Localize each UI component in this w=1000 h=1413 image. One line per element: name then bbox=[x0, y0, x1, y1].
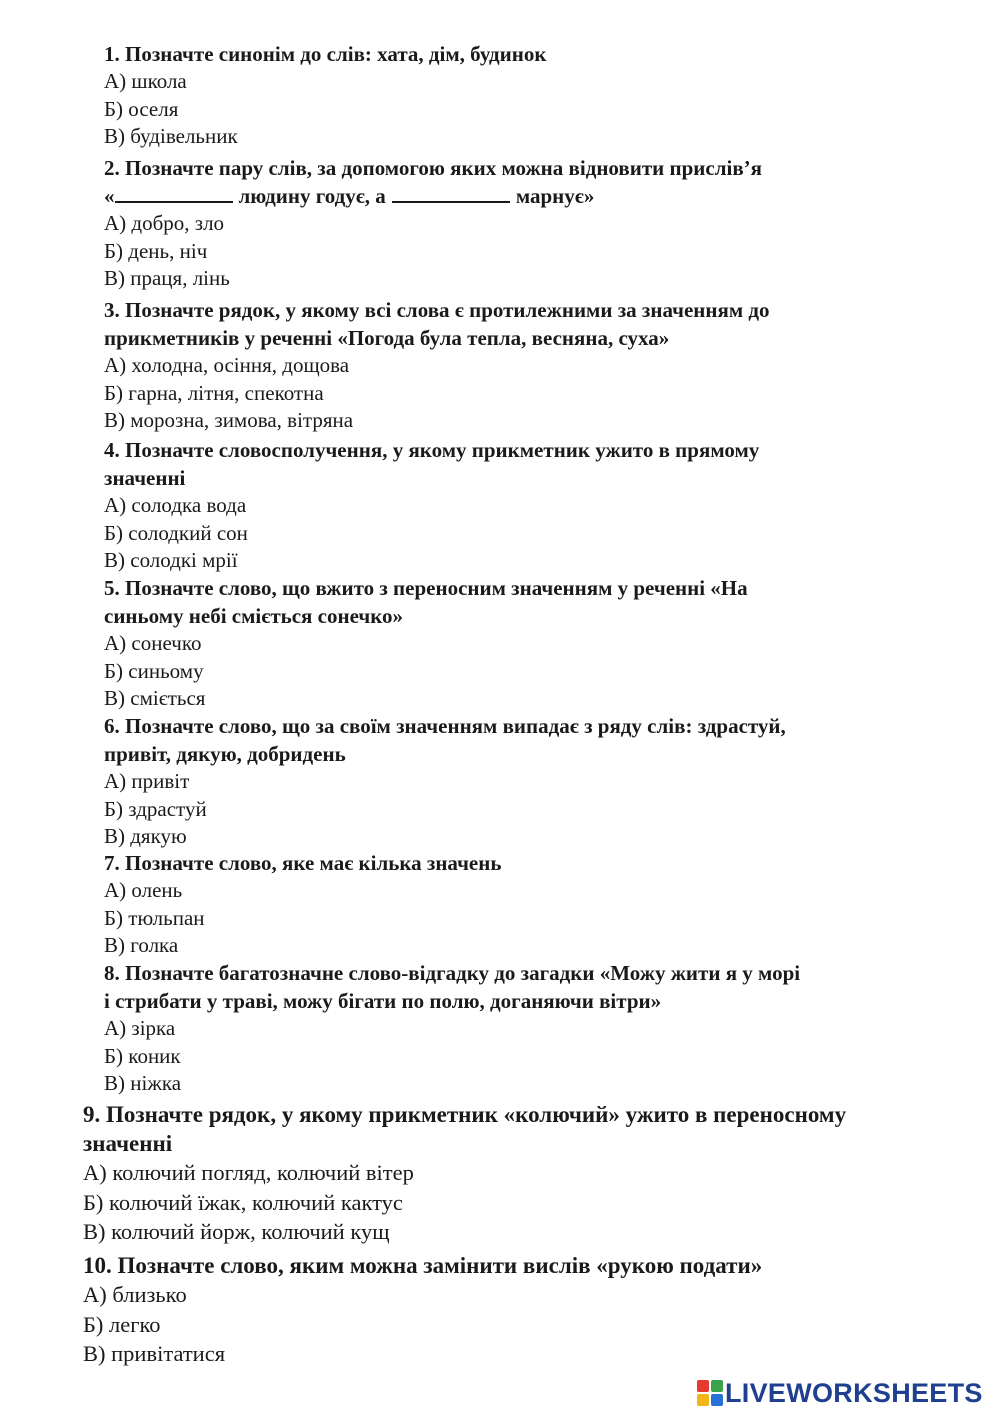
liveworksheets-logo-text: LIVEWORKSHEETS bbox=[725, 1377, 983, 1408]
question-2-option-a[interactable]: А) добро, зло bbox=[104, 211, 225, 235]
question-5-option-b[interactable]: Б) синьому bbox=[104, 658, 204, 683]
question-1 bbox=[104, 40, 964, 151]
question-3-option-c[interactable]: В) морозна, зимова, вітряна bbox=[104, 408, 354, 432]
question-6-stem-line-1: 6. Позначте слово, що за своїм значенням випадає з ряду слів: здрастуй, bbox=[104, 714, 786, 738]
question-7-option-b[interactable]: Б) тюльпан bbox=[104, 905, 205, 930]
question-7 bbox=[104, 849, 964, 960]
question-9-option-a[interactable]: А) колючий погляд, колючий вітер bbox=[83, 1160, 414, 1185]
question-6-option-c[interactable]: В) дякую bbox=[104, 824, 187, 848]
question-9-stem-line-1: 9. Позначте рядок, у якому прикметник «колючий» ужито в переносному bbox=[83, 1102, 847, 1127]
question-7-option-a[interactable]: А) олень bbox=[104, 878, 183, 902]
question-4-option-b[interactable]: Б) солодкий сон bbox=[104, 520, 248, 545]
question-6-stem-line-2: привіт, дякую, добридень bbox=[104, 742, 346, 766]
question-1-stem: 1. Позначте синонім до слів: хата, дім, будинок bbox=[104, 42, 547, 66]
question-2-option-b[interactable]: Б) день, ніч bbox=[104, 238, 208, 263]
question-7-option-c[interactable]: В) голка bbox=[104, 933, 179, 957]
question-6-option-a[interactable]: А) привіт bbox=[104, 769, 190, 793]
logo-square-green bbox=[711, 1380, 723, 1392]
question-8-stem-line-2: і стрибати у траві, можу бігати по полю, доганяючи вітри» bbox=[104, 989, 662, 1013]
question-5-option-c[interactable]: В) сміється bbox=[104, 686, 206, 710]
question-8-option-a[interactable]: А) зірка bbox=[104, 1016, 176, 1040]
question-5-stem-line-1: 5. Позначте слово, що вжито з переносним значенням у реченні «На bbox=[104, 576, 748, 600]
liveworksheets-logo-icon bbox=[697, 1380, 723, 1406]
question-5-option-a[interactable]: А) сонечко bbox=[104, 631, 202, 655]
question-3-stem-line-1: 3. Позначте рядок, у якому всі слова є протилежними за значенням до bbox=[104, 298, 770, 322]
question-2 bbox=[104, 154, 964, 293]
question-2-proverb bbox=[104, 182, 964, 210]
question-6-option-b[interactable]: Б) здрастуй bbox=[104, 796, 207, 821]
question-10-option-b[interactable]: Б) легко bbox=[83, 1311, 161, 1337]
question-4-stem-line-2: значенні bbox=[104, 466, 186, 490]
logo-square-red bbox=[697, 1380, 709, 1392]
question-10 bbox=[83, 1251, 943, 1369]
question-9-stem-line-2: значенні bbox=[83, 1131, 173, 1156]
question-4 bbox=[104, 436, 964, 575]
question-9-option-c[interactable]: В) колючий йорж, колючий кущ bbox=[83, 1219, 390, 1244]
question-3 bbox=[104, 296, 964, 435]
question-8-option-b[interactable]: Б) коник bbox=[104, 1043, 181, 1068]
question-3-stem-line-2: прикметників у реченні «Погода була тепла, весняна, суха» bbox=[104, 326, 670, 350]
question-1-option-b[interactable]: Б) оселя bbox=[104, 96, 179, 121]
question-4-option-a[interactable]: А) солодка вода bbox=[104, 493, 247, 517]
question-1-option-a[interactable]: А) школа bbox=[104, 69, 187, 93]
question-5 bbox=[104, 574, 964, 713]
proverb-middle: людину годує, а bbox=[238, 184, 386, 208]
question-4-option-c[interactable]: В) солодкі мрії bbox=[104, 548, 238, 572]
question-2-option-c[interactable]: В) праця, лінь bbox=[104, 266, 230, 290]
question-8-stem-line-1: 8. Позначте багатозначне слово-відгадку до загадки «Можу жити я у морі bbox=[104, 961, 801, 985]
question-8-option-c[interactable]: В) ніжка bbox=[104, 1071, 182, 1095]
question-10-option-c[interactable]: В) привітатися bbox=[83, 1341, 226, 1366]
question-8 bbox=[104, 959, 964, 1098]
question-3-option-a[interactable]: А) холодна, осіння, дощова bbox=[104, 353, 350, 377]
question-6 bbox=[104, 712, 964, 851]
question-4-stem-line-1: 4. Позначте словосполучення, у якому прикметник ужито в прямому bbox=[104, 438, 760, 462]
question-10-option-a[interactable]: А) близько bbox=[83, 1282, 187, 1307]
proverb-blank-2[interactable] bbox=[392, 183, 510, 203]
question-9-option-b[interactable]: Б) колючий їжак, колючий кактус bbox=[83, 1189, 403, 1215]
question-7-stem: 7. Позначте слово, яке має кілька значень bbox=[104, 851, 502, 875]
question-10-stem: 10. Позначте слово, яким можна замінити вислів «рукою подати» bbox=[83, 1253, 763, 1278]
question-2-stem: 2. Позначте пару слів, за допомогою яких можна відновити прислів’я bbox=[104, 156, 763, 180]
question-1-option-c[interactable]: В) будівельник bbox=[104, 124, 238, 148]
proverb-end: марнує» bbox=[515, 184, 595, 208]
question-3-option-b[interactable]: Б) гарна, літня, спекотна bbox=[104, 380, 324, 405]
liveworksheets-logo bbox=[697, 1377, 983, 1408]
logo-square-blue bbox=[711, 1394, 723, 1406]
proverb-open-quote: « bbox=[104, 184, 115, 208]
question-5-stem-line-2: синьому небі сміється сонечко» bbox=[104, 604, 404, 628]
question-9 bbox=[83, 1100, 943, 1247]
logo-square-yellow bbox=[697, 1394, 709, 1406]
proverb-blank-1[interactable] bbox=[115, 183, 233, 203]
